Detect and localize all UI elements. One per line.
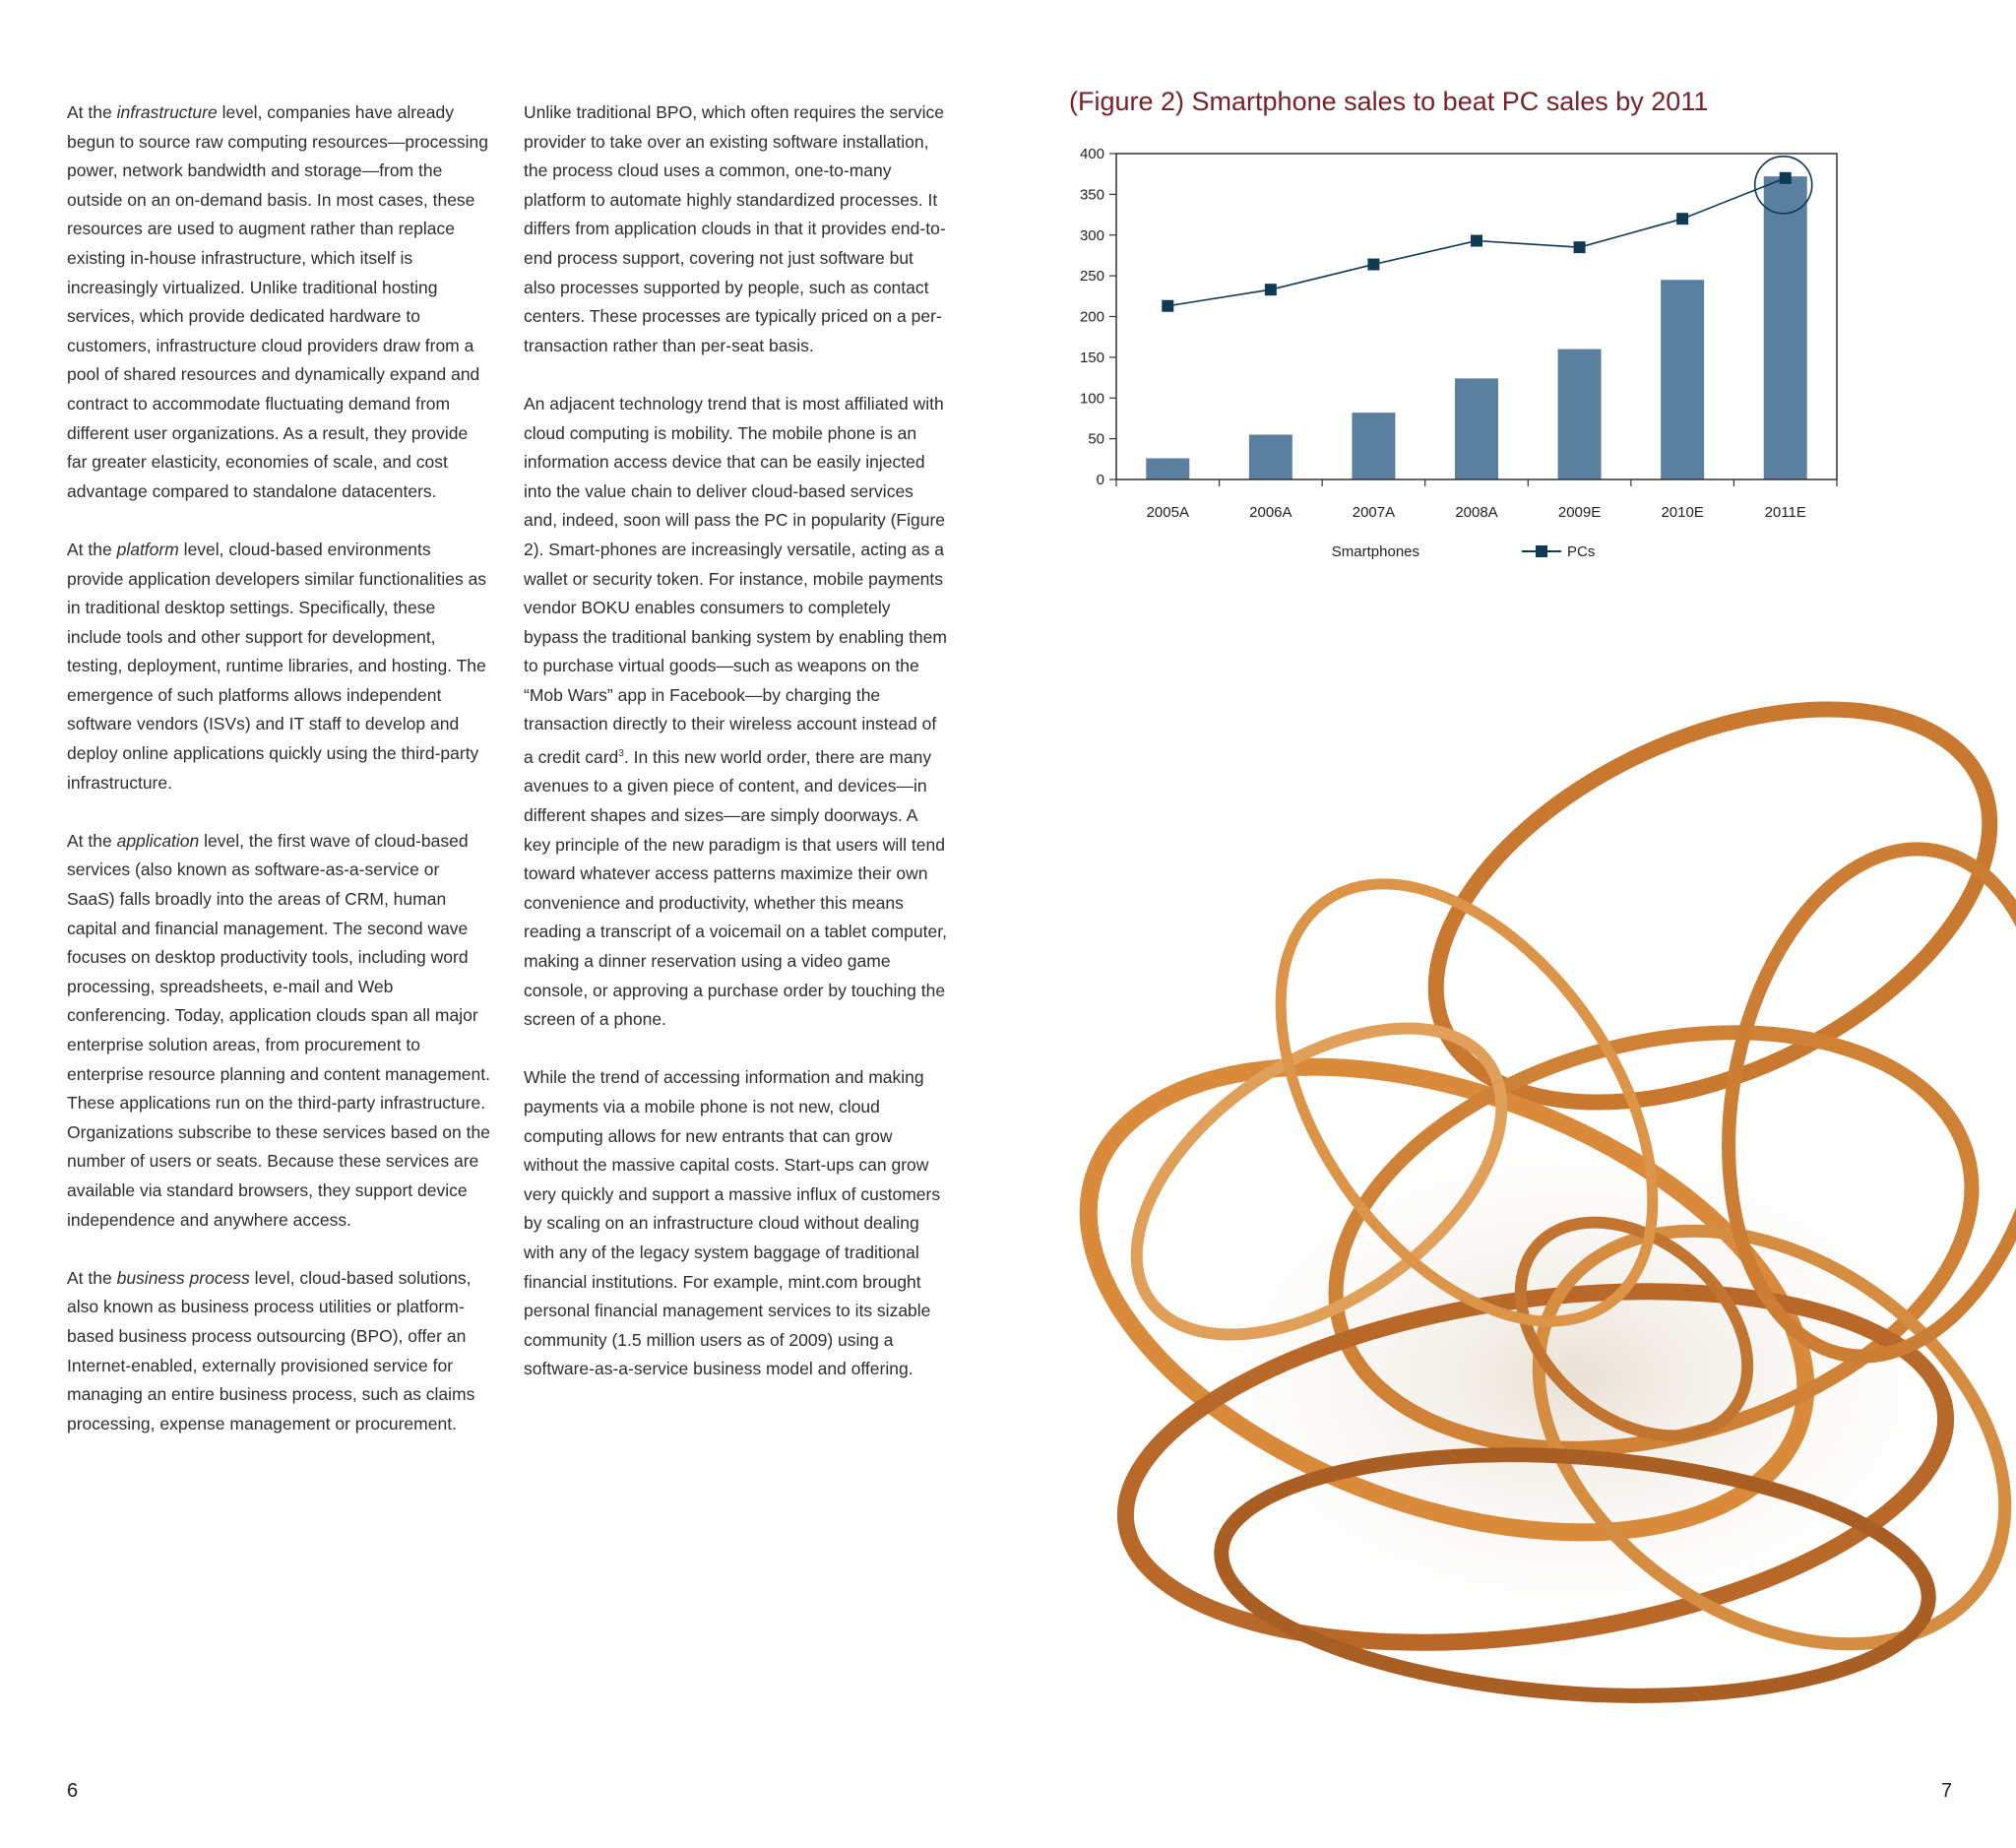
x-tick-label: 2011E — [1764, 504, 1806, 521]
x-tick-label: 2008A — [1455, 504, 1498, 521]
point-pcs — [1162, 300, 1173, 312]
bar-smartphones — [1764, 176, 1807, 479]
rubber-bands-photo — [1024, 689, 2016, 1848]
y-tick-label: 400 — [1079, 146, 1104, 162]
paragraph-process-cloud: Unlike traditional BPO, which often requires the service provider to take over an existing software installation, the process cloud uses a common, one-to-many platform to automate highly standardized processes. It differs from application clouds in that it provides end-to-end process support, covering not just software but also processes supported by people, such as contact centers. These processes are typically priced on a per-transaction rather than per-seat basis. — [524, 102, 946, 355]
term-business-process: business process — [116, 1267, 250, 1288]
x-tick-label: 2005A — [1146, 504, 1189, 521]
y-tick-label: 300 — [1079, 226, 1104, 244]
term-application: application — [116, 830, 200, 851]
bar-smartphones — [1455, 378, 1498, 479]
point-pcs — [1676, 213, 1688, 224]
bar-smartphones — [1249, 434, 1292, 479]
bar-smartphones — [1146, 458, 1189, 479]
bar-smartphones — [1352, 413, 1395, 479]
legend-label-smartphones: Smartphones — [1331, 543, 1419, 560]
point-pcs — [1367, 259, 1379, 271]
paragraph-business-process: At the business process level, cloud-based solutions, also known as business process utilities or platform-based business process outsourcing (BPO), offer an Internet-enabled, externally provisioned service for managing an entire business process, such as claims processing, expense management or procurement. — [67, 1267, 475, 1434]
paragraph-infrastructure: At the infrastructure level, companies have already begun to source raw computing resources—processing power, network bandwidth and storage—from the outside on an on-demand basis. In most cases, these resources are used to augment rather than replace existing in-house infrastructure, which itself is increasingly virtualized. Unlike traditional hosting services, which provide dedicated hardware to customers, infrastructure cloud providers draw from a pool of shared resources and dynamically expand and contract to accommodate fluctuating demand from different user organizations. As a result, they provide far greater elasticity, economies of scale, and cost advantage compared to standalone datacenters. — [67, 102, 488, 501]
bar-smartphones — [1558, 350, 1602, 479]
point-pcs — [1780, 172, 1792, 184]
x-tick-label: 2007A — [1352, 504, 1396, 521]
point-pcs — [1574, 241, 1586, 253]
paragraph-startups: While the trend of accessing information and making payments via a mobile phone is not new, cloud computing allows for new entrants that can grow without the massive capital costs. Start-ups can grow very quickly and support a massive influx of customers by scaling on an infrastructure cloud without dealing with any of the legacy system baggage of traditional financial institutions. For example, mint.com brought personal financial management services to its sizable community (1.5 million users as of 2009) using a software-as-a-service business model and offering. — [524, 1067, 941, 1379]
point-pcs — [1471, 235, 1482, 247]
paragraph-mobility: An adjacent technology trend that is most affiliated with cloud computing is mobility. The mobile phone is an information access device that can be easily injected into the value chain to deliver cloud-based services and, indeed, soon will pass the PC in popularity (Figure 2). Smart-phones are increasingly versatile, acting as a wallet or security token. For instance, mobile payments vendor BOKU enables consumers to completely bypass the traditional banking system by enabling them to purchase virtual goods—such as weapons on the “Mob Wars” app in Facebook—by charging the transaction directly to their wireless account instead of a credit card$^3$. In this new world order, there are many avenues to a given piece of content, and devices—in different shapes and sizes—are simply doorways. A key principle of the new paradigm is that users will tend toward whatever access patterns maximize their own convenience and productivity, whether this means reading a transcript of a voicemail on a tablet computer, making a dinner reservation using a video game console, or approving a purchase order by touching the screen of a phone. — [524, 393, 947, 1030]
line-group — [1162, 157, 1811, 312]
y-tick-label: 150 — [1079, 349, 1104, 366]
smartphone-pc-chart — [1053, 138, 1851, 571]
y-tick-label: 350 — [1079, 186, 1104, 204]
legend-marker-pcs — [1536, 545, 1547, 557]
footnote-ref[interactable]: 3 — [618, 748, 624, 760]
y-tick-label: 250 — [1079, 268, 1104, 286]
middle-text-column — [524, 98, 947, 1414]
legend-label-pcs: PCs — [1567, 543, 1596, 560]
page-number-right: 7 — [1941, 1780, 1953, 1802]
y-tick-label: 200 — [1079, 308, 1104, 326]
y-tick-label: 100 — [1079, 390, 1104, 408]
paragraph-application: At the application level, the first wave of cloud-based services (also known as software-as-a-service or SaaS) falls broadly into the areas of CRM, human capital and financial management. The second wave focuses on desktop productivity tools, including word processing, spreadsheets, e-mail and Web conferencing. Today, application clouds span all major enterprise solution areas, from procurement to enterprise resource planning and content management. These applications run on the third-party infrastructure. Organizations subscribe to these services based on the number of users or seats. Because these services are available via standard browsers, they support device independence and anywhere access. — [67, 830, 490, 1230]
point-pcs — [1265, 284, 1277, 295]
bars-group — [1146, 176, 1806, 479]
y-tick-label: 50 — [1088, 430, 1104, 448]
left-text-column — [67, 98, 490, 1468]
paragraph-platform: At the platform level, cloud-based environments provide application developers similar functionalities as in traditional desktop settings. Specifically, these include tools and other support for development, testing, deployment, runtime libraries, and hosting. The emergence of such platforms allows independent software vendors (ISVs) and IT staff to develop and deploy online applications quickly using the third-party infrastructure. — [67, 539, 487, 793]
x-tick-label: 2009E — [1557, 504, 1602, 521]
bar-smartphones — [1661, 280, 1704, 479]
term-platform: platform — [116, 539, 179, 559]
x-tick-label: 2010E — [1661, 504, 1704, 521]
chart-legend — [1332, 543, 1596, 560]
page-number-left: 6 — [67, 1780, 79, 1802]
figure-title: (Figure 2) Smartphone sales to beat PC sales by 2011 — [1069, 87, 1709, 116]
x-tick-label: 2006A — [1249, 504, 1292, 521]
term-infrastructure: infrastructure — [116, 102, 218, 122]
y-tick-label: 0 — [1096, 472, 1104, 488]
